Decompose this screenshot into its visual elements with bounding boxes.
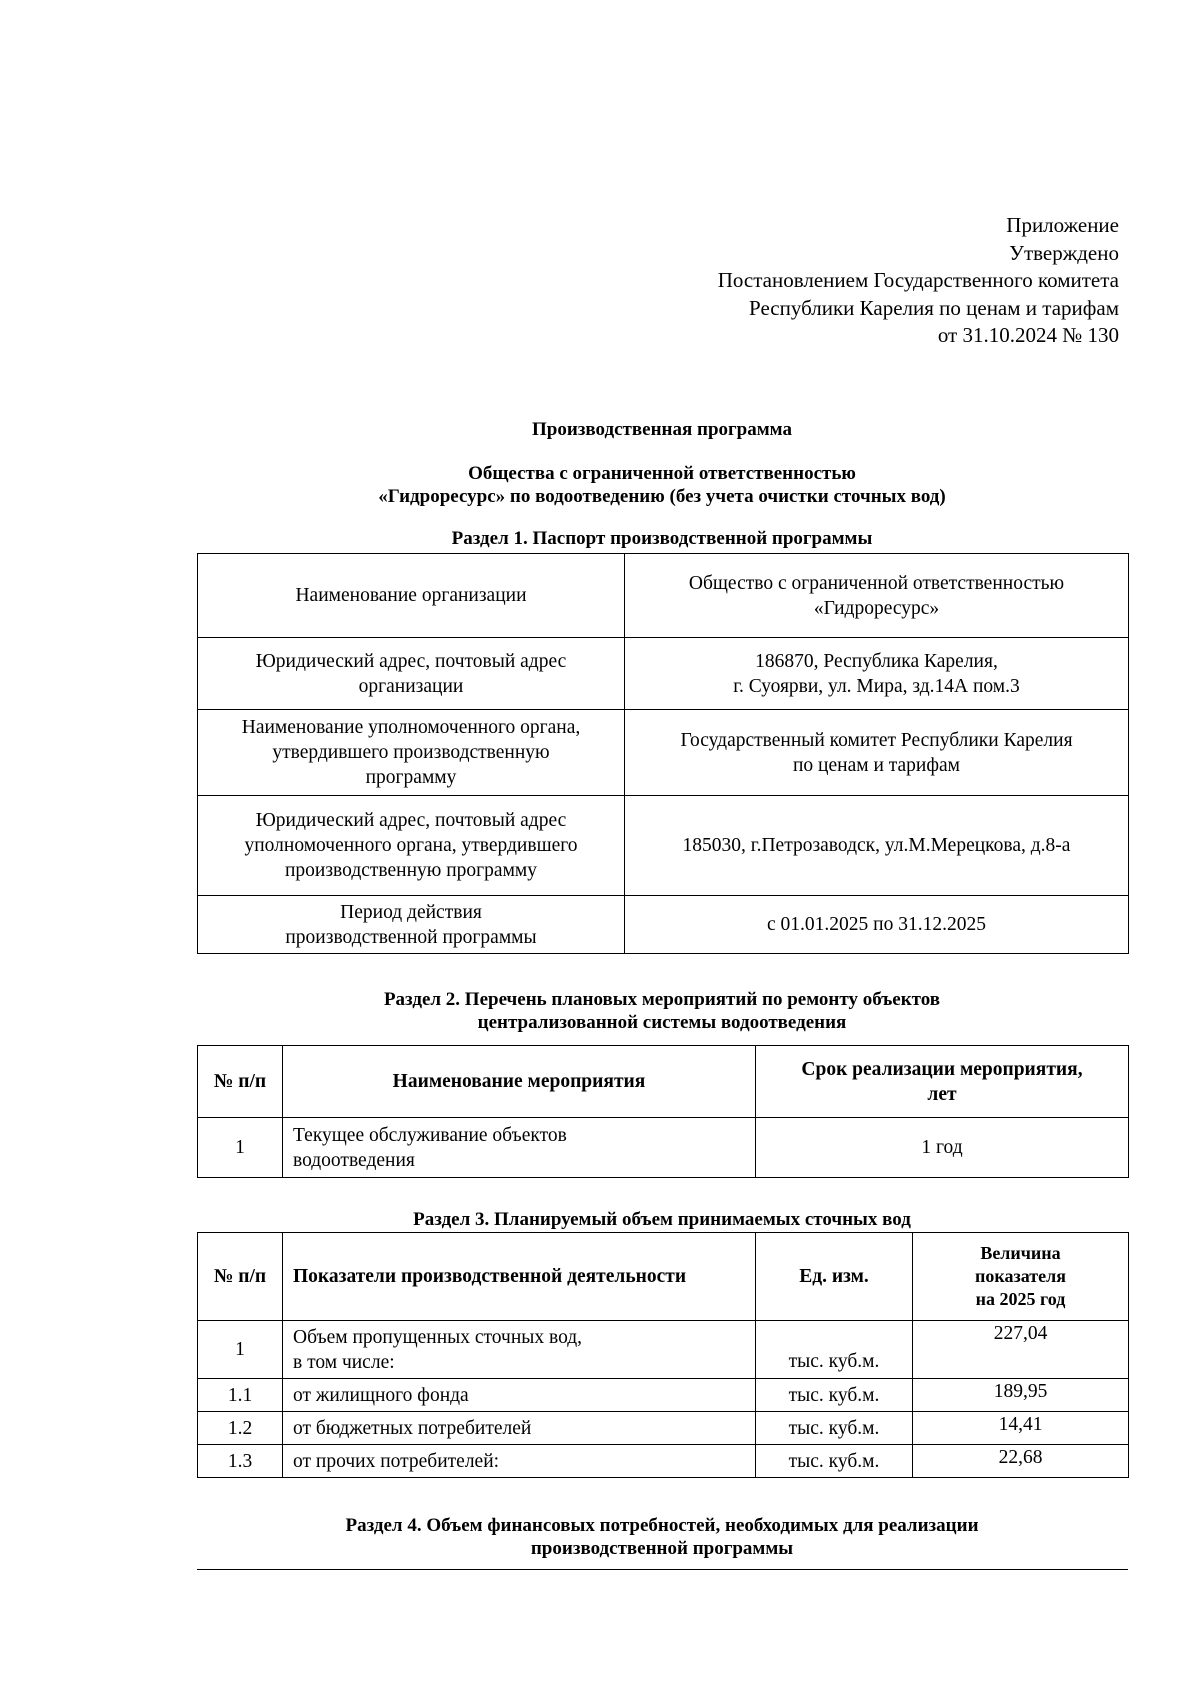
passport-value-line: «Гидроресурс»	[813, 597, 940, 619]
section2-title-line: Раздел 2. Перечень плановых мероприятий по ремонту объектов	[383, 989, 941, 1010]
passport-label-line: производственной программы	[285, 926, 537, 948]
section3-title: Раздел 3. Планируемый объем принимаемых сточных вод	[413, 1209, 911, 1230]
row-indicator-name-line: от бюджетных потребителей	[293, 1417, 532, 1439]
header-value-line: Величина	[980, 1243, 1061, 1263]
row-measure-name-line: водоотведения	[293, 1149, 415, 1171]
table-header-row	[198, 1046, 1129, 1118]
section4-title	[197, 1514, 1127, 1560]
row-num: 1	[198, 1118, 283, 1178]
row-num: 1.1	[198, 1379, 283, 1412]
passport-table	[197, 553, 1129, 954]
table-row	[198, 1412, 1129, 1445]
passport-label	[198, 796, 625, 896]
approval-block	[519, 212, 1119, 350]
section2-title-line: централизованной системы водоотведения	[477, 1012, 847, 1033]
passport-value	[625, 710, 1129, 796]
table-row	[198, 896, 1129, 954]
organization-title-line: Общества с ограниченной ответственностью	[468, 463, 856, 484]
passport-value-line: г. Суоярви, ул. Мира, зд.14А пом.3	[733, 675, 1020, 697]
table-row	[198, 1118, 1129, 1178]
row-value: 14,41	[913, 1412, 1129, 1445]
header-term-line: лет	[927, 1083, 957, 1105]
organization-title	[197, 462, 1127, 508]
header-value	[913, 1233, 1129, 1321]
table-row	[198, 1321, 1129, 1379]
table-header-row	[198, 1233, 1129, 1321]
header-num: № п/п	[198, 1233, 283, 1321]
passport-label-line: Наименование уполномоченного органа,	[241, 717, 581, 738]
passport-label-line: организации	[358, 675, 464, 697]
passport-label-line: уполномоченного органа, утвердившего	[244, 835, 578, 856]
passport-label	[198, 710, 625, 796]
table-row	[198, 1445, 1129, 1478]
row-indicator-name-line: в том числе:	[293, 1351, 395, 1373]
table-top-border	[197, 1569, 1128, 1570]
header-value-line: на 2025 год	[975, 1289, 1066, 1309]
row-unit: тыс. куб.м.	[756, 1412, 913, 1445]
header-indicator: Показатели производственной деятельности	[283, 1233, 756, 1321]
passport-value	[625, 638, 1129, 710]
table-row	[198, 1379, 1129, 1412]
header-term	[756, 1046, 1129, 1118]
passport-value-line: 186870, Республика Карелия,	[755, 650, 998, 672]
measures-table	[197, 1045, 1129, 1178]
passport-label-line: производственную программу	[284, 860, 537, 881]
section4-title-line: Раздел 4. Объем финансовых потребностей, необходимых для реализации	[345, 1515, 979, 1536]
row-measure-name-line: Текущее обслуживание объектов	[293, 1124, 567, 1146]
approval-line: Постановлением Государственного комитета	[717, 268, 1119, 292]
row-indicator-name	[283, 1379, 756, 1412]
passport-value-line: Общество с ограниченной ответственностью	[688, 572, 1065, 594]
header-unit: Ед. изм.	[756, 1233, 913, 1321]
passport-value-line: 185030, г.Петрозаводск, ул.М.Мерецкова, д.8-а	[682, 835, 1071, 856]
table-row	[198, 796, 1129, 896]
passport-value-line: с 01.01.2025 по 31.12.2025	[767, 914, 986, 935]
passport-label	[198, 896, 625, 954]
row-indicator-name-line: Объем пропущенных сточных вод,	[293, 1326, 583, 1348]
row-term: 1 год	[756, 1118, 1129, 1178]
passport-label	[198, 554, 625, 638]
header-measure-name: Наименование мероприятия	[283, 1046, 756, 1118]
passport-label-line: Период действия	[340, 901, 482, 923]
row-indicator-name	[283, 1321, 756, 1379]
approval-line: от 31.10.2024 № 130	[937, 323, 1119, 347]
table-row	[198, 638, 1129, 710]
row-value: 189,95	[913, 1379, 1129, 1412]
passport-label-line: Юридический адрес, почтовый адрес	[255, 810, 567, 831]
section2-title	[197, 988, 1127, 1034]
approval-line: Республики Карелия по ценам и тарифам	[749, 295, 1119, 320]
table-row	[198, 554, 1129, 638]
row-indicator-name-line: от прочих потребителей:	[293, 1450, 500, 1472]
row-num: 1	[198, 1321, 283, 1379]
section1-title: Раздел 1. Паспорт производственной программы	[451, 528, 873, 549]
passport-value-line: Государственный комитет Республики Карелия	[680, 729, 1073, 751]
row-measure-name	[283, 1118, 756, 1178]
row-value: 22,68	[913, 1445, 1129, 1478]
table-row	[198, 710, 1129, 796]
row-value: 227,04	[913, 1321, 1129, 1379]
header-value-line: показателя	[975, 1266, 1066, 1286]
section4-title-line: производственной программы	[530, 1538, 794, 1559]
header-term-line: Срок реализации мероприятия,	[801, 1058, 1083, 1080]
organization-title-line: «Гидроресурс» по водоотведению (без учета очистки сточных вод)	[378, 486, 946, 507]
row-unit: тыс. куб.м.	[756, 1321, 913, 1379]
passport-value	[625, 554, 1129, 638]
row-unit: тыс. куб.м.	[756, 1445, 913, 1478]
passport-label-line: Наименование организации	[295, 585, 527, 606]
volume-table	[197, 1232, 1129, 1478]
passport-value-line: по ценам и тарифам	[793, 754, 960, 776]
row-indicator-name	[283, 1412, 756, 1445]
row-indicator-name	[283, 1445, 756, 1478]
approval-line: Утверждено	[1009, 240, 1119, 265]
passport-value	[625, 896, 1129, 954]
row-indicator-name-line: от жилищного фонда	[293, 1384, 469, 1406]
passport-value	[625, 796, 1129, 896]
approval-line: Приложение	[1006, 213, 1119, 237]
document-title: Производственная программа	[532, 419, 792, 440]
passport-label-line: программу	[365, 767, 457, 788]
row-num: 1.2	[198, 1412, 283, 1445]
passport-label	[198, 638, 625, 710]
row-num: 1.3	[198, 1445, 283, 1478]
row-unit: тыс. куб.м.	[756, 1379, 913, 1412]
passport-label-line: утвердившего производственную	[272, 742, 550, 763]
header-num: № п/п	[198, 1046, 283, 1118]
passport-label-line: Юридический адрес, почтовый адрес	[255, 650, 567, 672]
